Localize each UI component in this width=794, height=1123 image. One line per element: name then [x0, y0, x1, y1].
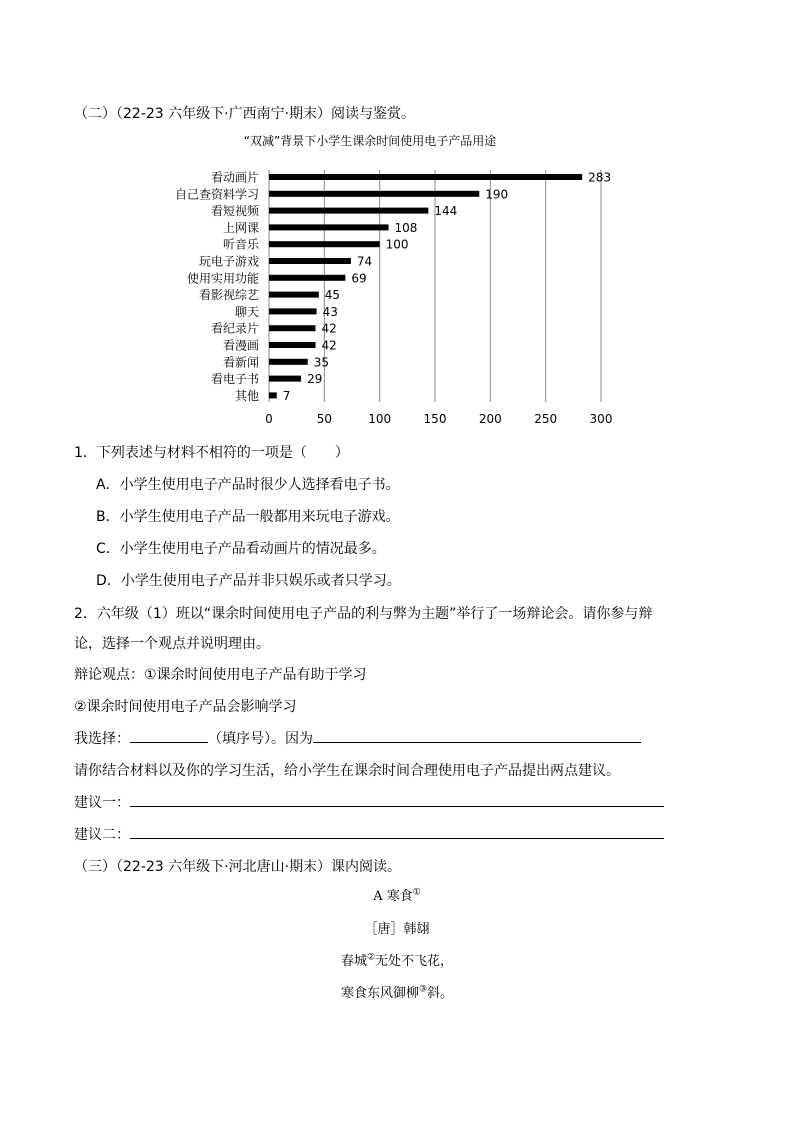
bar-value-label: 190 [485, 187, 509, 202]
poem-title: A 寒食① [373, 887, 421, 904]
bar [269, 359, 308, 365]
chart-title: “双减”背景下小学生课余时间使用电子产品用途 [243, 134, 497, 148]
category-label: 看短视频 [210, 204, 259, 219]
bar-value-label: 35 [313, 355, 330, 370]
category-label: 看影视综艺 [198, 288, 259, 303]
bar-value-label: 7 [282, 388, 291, 403]
bar [269, 376, 301, 382]
category-label: 看纪录片 [210, 321, 259, 336]
q1-option-b: B．小学生使用电子产品一般都用来玩电子游戏。 [96, 509, 400, 525]
choose-mid: （填序号）。因为 [208, 731, 313, 747]
q1-option-a: A．小学生使用电子产品时很少人选择看电子书。 [96, 477, 400, 493]
category-label: 玩电子游戏 [198, 254, 259, 269]
bar [269, 325, 315, 331]
advice2-line [74, 824, 664, 844]
advice2-blank[interactable] [130, 824, 664, 839]
q1-option-d: D．小学生使用电子产品并非只娱乐或者只学习。 [96, 573, 401, 589]
bar-value-label: 42 [321, 338, 337, 353]
category-label: 其他 [234, 388, 259, 403]
bar [269, 174, 582, 180]
category-label: 看动画片 [210, 170, 259, 185]
x-tick-label: 200 [478, 412, 502, 425]
bar [269, 208, 428, 214]
bar [269, 191, 479, 197]
poem-author: ［唐］韩翃 [364, 922, 430, 937]
x-tick-label: 250 [534, 412, 558, 425]
x-tick-label: 0 [265, 412, 273, 425]
bar [269, 224, 389, 230]
bar-value-label: 283 [588, 170, 612, 185]
advice1-line [74, 792, 664, 812]
bar [269, 292, 319, 298]
category-label: 聊天 [234, 304, 259, 319]
viewpoint-label: 辩论观点： [74, 667, 144, 683]
category-label: 自己查资料学习 [174, 187, 259, 202]
poem-line-2: 寒食东风御柳③斜。 [340, 984, 454, 1001]
category-label: 上网课 [222, 220, 259, 235]
choose-label: 我选择： [74, 731, 130, 747]
viewpoint-1: ①课余时间使用电子产品有助于学习 [144, 667, 367, 683]
category-label: 看电子书 [210, 372, 259, 387]
bar-value-label: 43 [322, 304, 338, 319]
bar [269, 392, 277, 398]
section2-header: （二）（22-23 六年级下·广西南宁·期末）阅读与鉴赏。 [74, 106, 416, 122]
bar [269, 342, 315, 348]
bar-value-label: 42 [321, 321, 337, 336]
bar-value-label: 100 [385, 237, 409, 252]
advice2-label: 建议二： [74, 827, 130, 843]
viewpoint-2: ②课余时间使用电子产品会影响学习 [74, 699, 297, 715]
viewpoint-line [74, 664, 367, 684]
choose-line [74, 728, 641, 748]
x-tick-label: 100 [368, 412, 392, 425]
x-tick-label: 300 [589, 412, 613, 425]
bar-value-label: 144 [434, 204, 458, 219]
category-label: 听音乐 [222, 237, 259, 252]
advice1-label: 建议一： [74, 795, 130, 811]
category-label: 使用实用功能 [186, 271, 259, 286]
x-tick-label: 50 [316, 412, 332, 425]
bar-chart [0, 125, 794, 425]
bar [269, 275, 345, 281]
poem-title-note: ① [412, 887, 421, 898]
bar [269, 241, 380, 247]
q1-option-c: C．小学生使用电子产品看动画片的情况最多。 [96, 541, 386, 557]
x-tick-label: 150 [423, 412, 447, 425]
q1-stem: 1．下列表述与材料不相符的一项是（ ） [74, 445, 349, 461]
category-label: 看漫画 [222, 338, 259, 353]
choice-blank[interactable] [130, 728, 208, 743]
reason-blank[interactable] [313, 728, 641, 743]
advice1-blank[interactable] [130, 792, 664, 807]
bar [269, 258, 351, 264]
bar-value-label: 74 [356, 254, 373, 269]
bar-value-label: 69 [351, 271, 367, 286]
poem-line-1: 春城②无处不飞花， [340, 952, 454, 969]
advice-prompt: 请你结合材料以及你的学习生活，给小学生在课余时间合理使用电子产品提出两点建议。 [74, 763, 620, 779]
section3-header: （三）（22-23 六年级下·河北唐山·期末）课内阅读。 [74, 859, 402, 875]
bar-value-label: 29 [307, 372, 323, 387]
bar [269, 308, 317, 314]
q2-line1: 2．六年级（1）班以“课余时间使用电子产品的利与弊为主题”举行了一场辩论会。请你参与辩 [74, 606, 653, 622]
bar-value-label: 45 [324, 288, 341, 303]
category-label: 看新闻 [222, 355, 259, 370]
q2-line2: 论，选择一个观点并说明理由。 [74, 636, 270, 652]
bar-value-label: 108 [394, 220, 418, 235]
